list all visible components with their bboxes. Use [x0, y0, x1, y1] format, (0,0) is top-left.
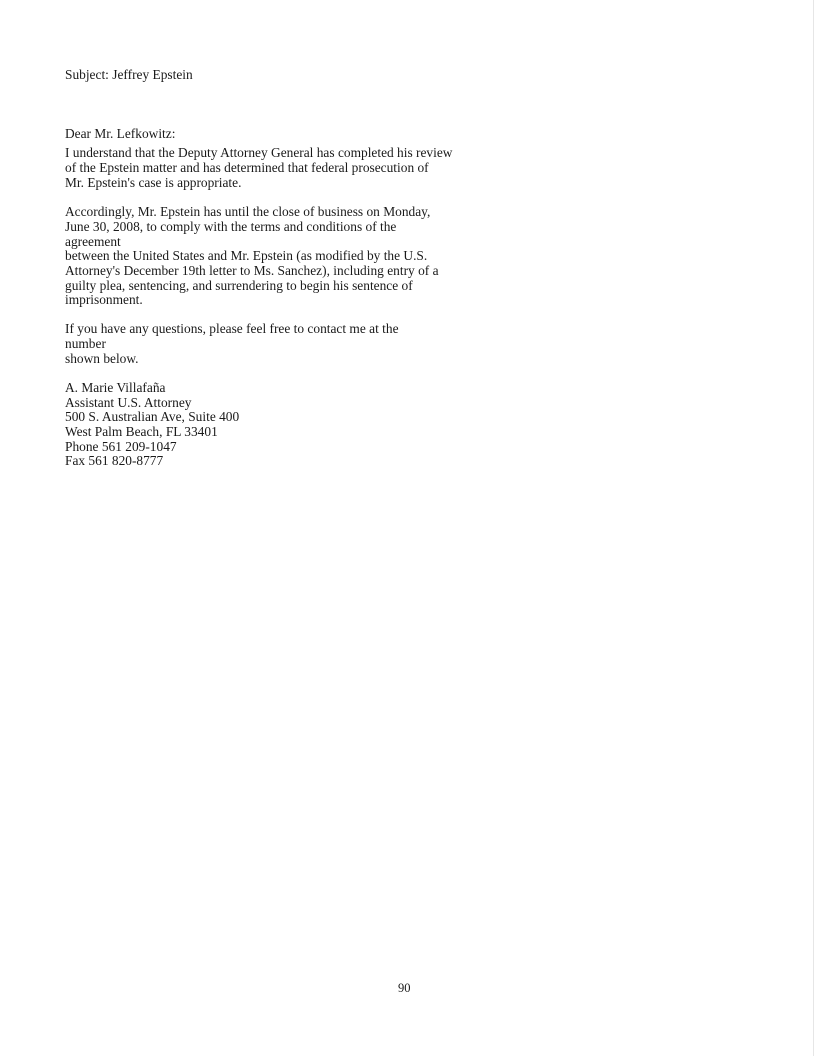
paragraph-2-line: Accordingly, Mr. Epstein has until the close of business on Monday, — [65, 204, 431, 219]
salutation: Dear Mr. Lefkowitz: — [65, 126, 176, 141]
paragraph-1-line: Mr. Epstein's case is appropriate. — [65, 175, 242, 190]
paragraph-1-line: of the Epstein matter and has determined that federal prosecution of — [65, 160, 429, 175]
signature-name: A. Marie Villafaña — [65, 380, 166, 395]
page-number: 90 — [398, 981, 411, 995]
paragraph-3-line: shown below. — [65, 351, 139, 366]
signature-address-line-1: 500 S. Australian Ave, Suite 400 — [65, 409, 240, 424]
signature-address-line-2: West Palm Beach, FL 33401 — [65, 424, 218, 439]
paragraph-3-line: number — [65, 336, 106, 351]
signature-title: Assistant U.S. Attorney — [65, 395, 192, 410]
paragraph-2-line: guilty plea, sentencing, and surrendering to begin his sentence of — [65, 278, 413, 293]
paragraph-3-line: If you have any questions, please feel free to contact me at the — [65, 321, 399, 336]
signature-phone: Phone 561 209-1047 — [65, 439, 177, 454]
paragraph-2-line: between the United States and Mr. Epstein (as modified by the U.S. — [65, 248, 428, 263]
signature-fax: Fax 561 820-8777 — [65, 453, 164, 468]
subject-line: Subject: Jeffrey Epstein — [65, 67, 193, 82]
paragraph-2-line: Attorney's December 19th letter to Ms. Sanchez), including entry of a — [65, 263, 439, 278]
paragraph-2-line: June 30, 2008, to comply with the terms and conditions of the — [65, 219, 397, 234]
paragraph-1-line: I understand that the Deputy Attorney General has completed his review — [65, 145, 453, 160]
scan-edge-line — [813, 0, 814, 1056]
paragraph-2-line: agreement — [65, 234, 121, 249]
paragraph-2-line: imprisonment. — [65, 292, 143, 307]
